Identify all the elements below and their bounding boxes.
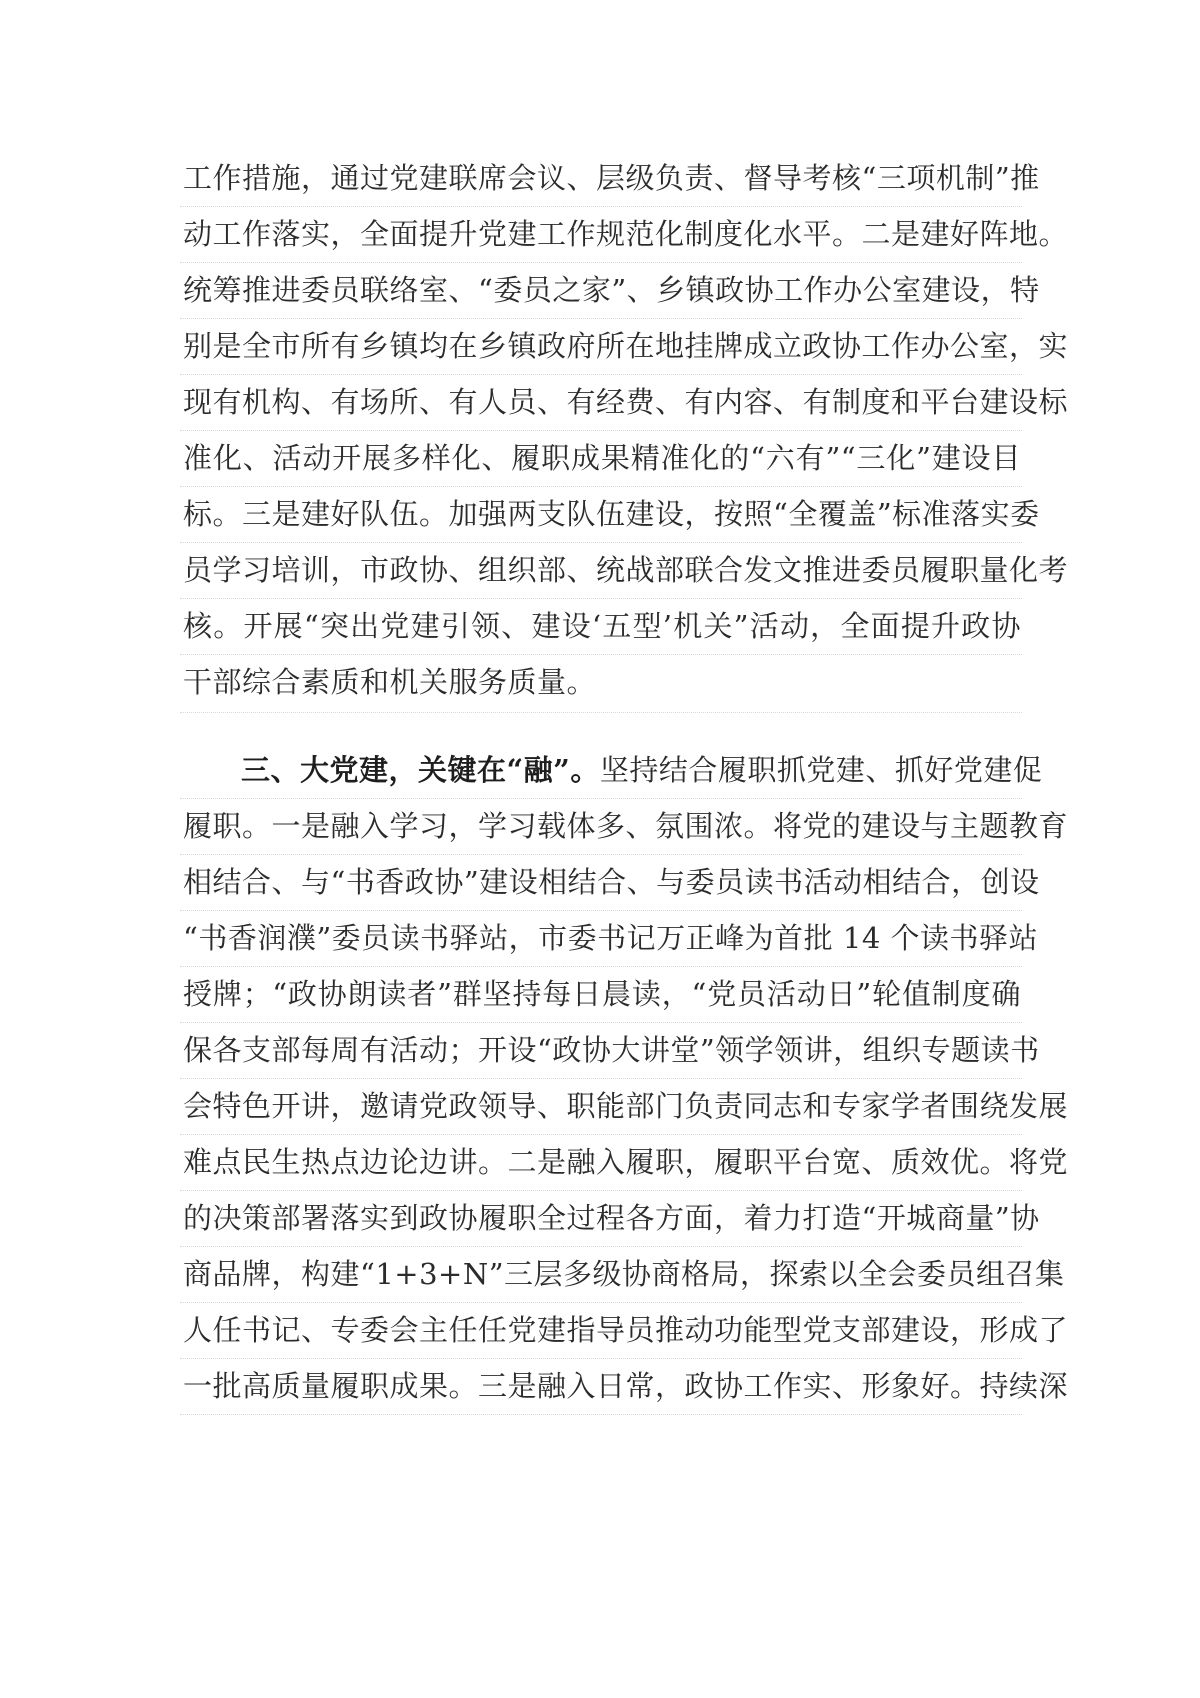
paragraph-line: 准化、活动开展多样化、履职成果精准化的“六有”“三化”建设目 [183, 441, 1021, 475]
paragraph-line: 员学习培训，市政协、组织部、统战部联合发文推进委员履职量化考 [183, 553, 1069, 587]
paragraph-line: 人任书记、专委会主任任党建指导员推动功能型党支部建设，形成了 [183, 1313, 1069, 1347]
paragraph-line: 的决策部署落实到政协履职全过程各方面，着力打造“开城商量”协 [183, 1201, 1040, 1235]
paragraph-line: 一批高质量履职成果。三是融入日常，政协工作实、形象好。持续深 [183, 1369, 1069, 1403]
paragraph-line: 履职。一是融入学习，学习载体多、氛围浓。将党的建设与主题教育 [183, 809, 1069, 843]
paragraph-line: 核。开展“突出党建引领、建设‘五型’机关”活动，全面提升政协 [183, 609, 1021, 643]
paragraph-line: 现有机构、有场所、有人员、有经费、有内容、有制度和平台建设标 [183, 385, 1069, 419]
line-rule [180, 1414, 1022, 1415]
paragraph-line: “书香润濮”委员读书驿站，市委书记万正峰为首批 14 个读书驿站 [183, 921, 1038, 955]
paragraph-line: 相结合、与“书香政协”建设相结合、与委员读书活动相结合，创设 [183, 865, 1040, 899]
line-rule [180, 712, 1022, 713]
paragraph-line: 统筹推进委员联络室、“委员之家”、乡镇政协工作办公室建设，特 [183, 273, 1040, 307]
section-3-first-line [241, 742, 1043, 798]
section-3-first-line-text: 坚持结合履职抓党建、抓好党建促 [599, 753, 1043, 787]
paragraph-line: 难点民生热点边论边讲。二是融入履职，履职平台宽、质效优。将党 [183, 1145, 1069, 1179]
paragraph-line: 别是全市所有乡镇均在乡镇政府所在地挂牌成立政协工作办公室，实 [183, 329, 1069, 363]
paragraph-line: 工作措施，通过党建联席会议、层级负责、督导考核“三项机制”推 [183, 161, 1040, 195]
section-3-heading: 三、大党建，关键在“融”。 [241, 753, 600, 787]
paragraph-line: 标。三是建好队伍。加强两支队伍建设，按照“全覆盖”标准落实委 [183, 497, 1040, 531]
paragraph-line: 干部综合素质和机关服务质量。 [183, 665, 597, 699]
paragraph-line: 动工作落实，全面提升党建工作规范化制度化水平。二是建好阵地。 [183, 217, 1069, 251]
paragraph-line: 保各支部每周有活动；开设“政协大讲堂”领学领讲，组织专题读书 [183, 1033, 1040, 1067]
paragraph-line: 授牌；“政协朗读者”群坚持每日晨读，“党员活动日”轮值制度确 [183, 977, 1021, 1011]
paragraph-line: 商品牌，构建“1+3+N”三层多级协商格局，探索以全会委员组召集 [183, 1257, 1065, 1291]
paragraph-line: 会特色开讲，邀请党政领导、职能部门负责同志和专家学者围绕发展 [183, 1089, 1069, 1123]
